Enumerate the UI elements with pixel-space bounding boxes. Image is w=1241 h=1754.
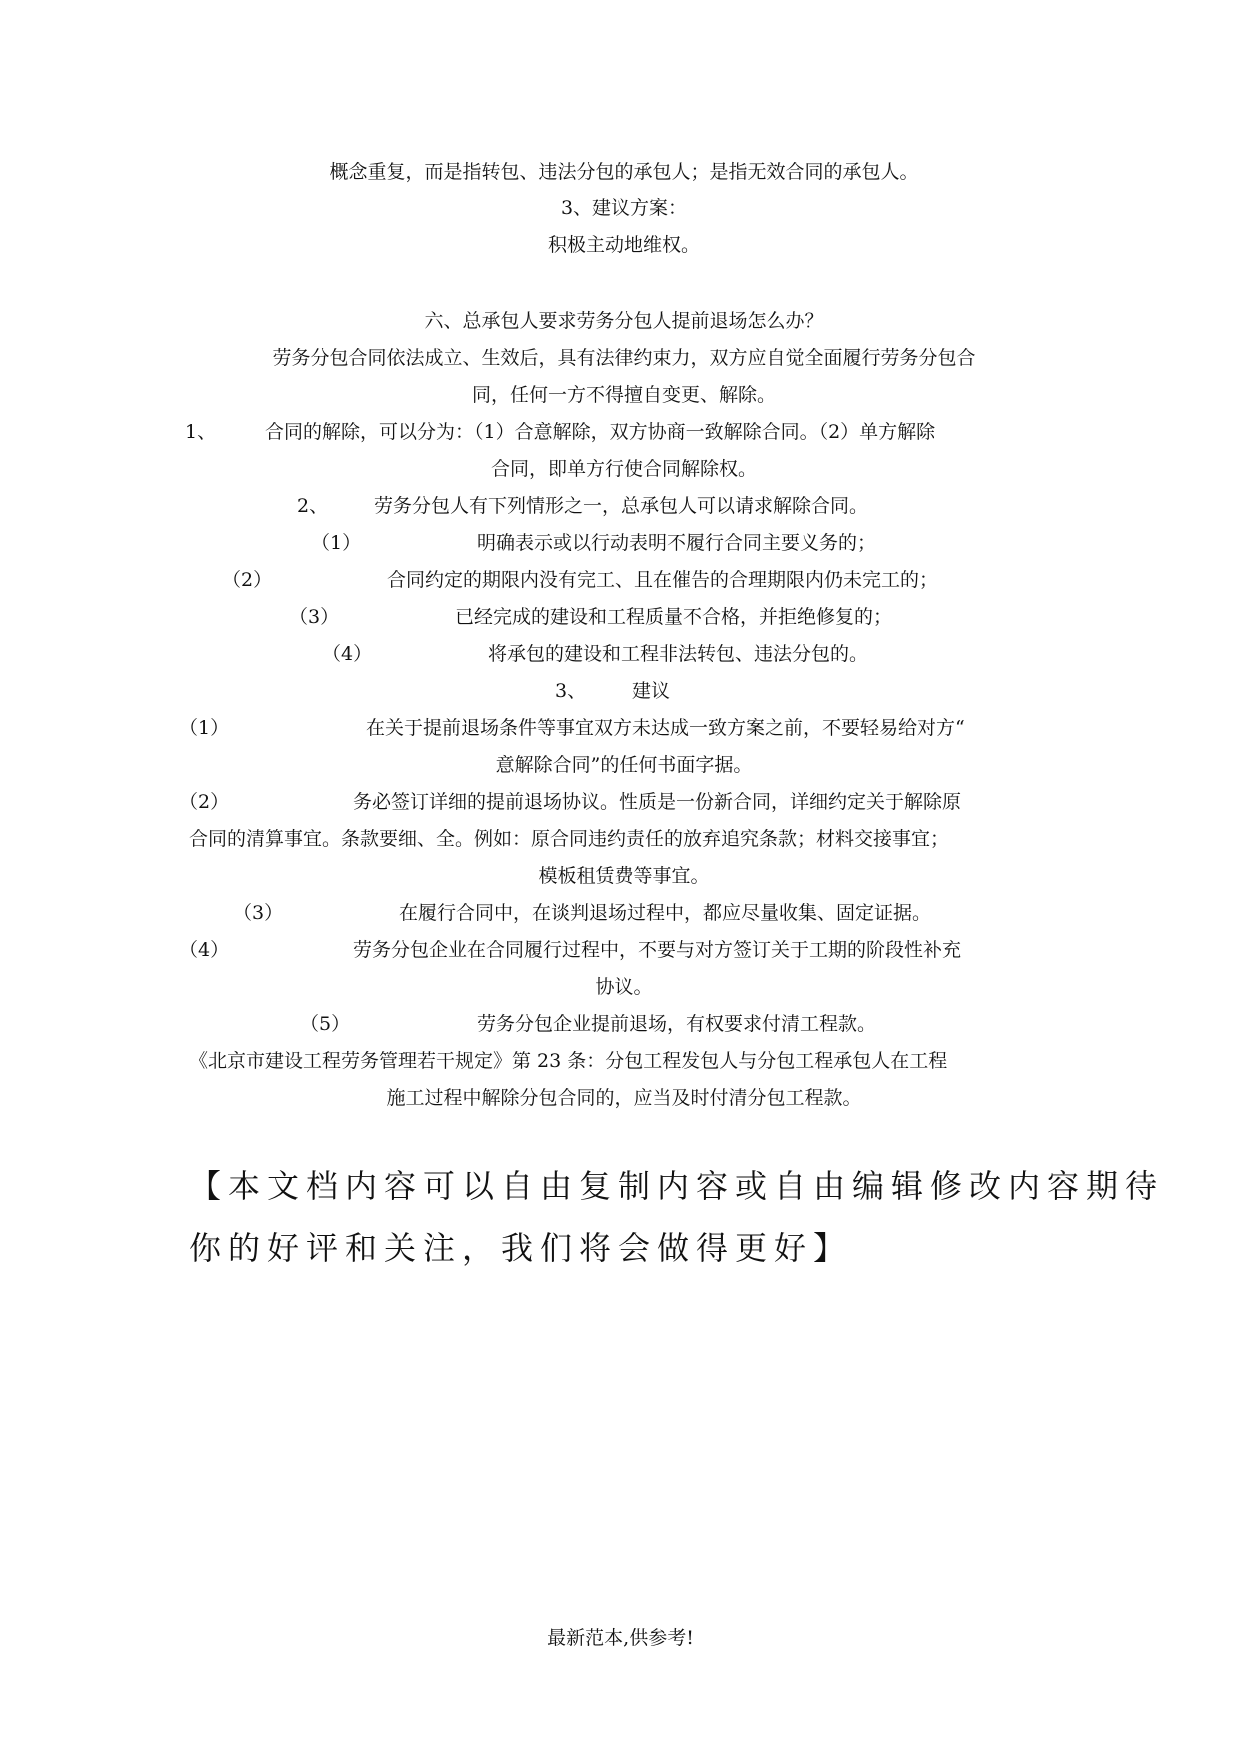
list-number: （2） xyxy=(222,569,273,591)
notice-line: 你的好评和关注，我们将会做得更好】 xyxy=(189,1229,853,1267)
list-text: 建议 xyxy=(632,680,671,702)
paragraph-line: 积极主动地维权。 xyxy=(547,234,700,256)
list-number: 2、 xyxy=(297,495,329,517)
list-text: 劳务分包企业在合同履行过程中，不要与对方签订关于工期的阶段性补充 xyxy=(353,939,962,961)
notice-line: 【本文档内容可以自由复制内容或自由编辑修改内容期待 xyxy=(189,1167,1165,1205)
paragraph-line: 劳务分包合同依法成立、生效后，具有法律约束力，双方应自觉全面履行劳务分包合 xyxy=(272,347,976,369)
list-text: 合同约定的期限内没有完工、且在催告的合理期限内仍未完工的； xyxy=(387,569,939,591)
list-text: 务必签订详细的提前退场协议。性质是一份新合同，详细约定关于解除原 xyxy=(353,791,962,813)
list-number: （1） xyxy=(179,717,230,739)
paragraph-line: 合同的清算事宜。条款要细、全。例如：原合同违约责任的放弃追究条款；材料交接事宜； xyxy=(189,828,950,850)
list-number: （1） xyxy=(311,532,362,554)
paragraph-line: 施工过程中解除分包合同的，应当及时付清分包工程款。 xyxy=(386,1087,862,1109)
list-text: 已经完成的建设和工程质量不合格，并拒绝修复的； xyxy=(455,606,893,628)
list-number: （5） xyxy=(300,1013,351,1035)
list-text: 合同的解除，可以分为：（1）合意解除，双方协商一致解除合同。（2）单方解除 xyxy=(265,421,936,443)
list-text: 明确表示或以行动表明不履行合同主要义务的； xyxy=(477,532,877,554)
list-text: 在关于提前退场条件等事宜双方未达成一致方案之前，不要轻易给对方“ xyxy=(366,717,965,739)
list-text: 劳务分包人有下列情形之一，总承包人可以请求解除合同。 xyxy=(374,495,869,517)
paragraph-line: 模板租赁费等事宜。 xyxy=(538,865,710,887)
subheading-suggestion: 3、建议方案： xyxy=(560,197,688,219)
page-footer: 最新范本,供参考! xyxy=(547,1627,694,1649)
list-number: 3、 xyxy=(555,680,587,702)
section-heading: 六、总承包人要求劳务分包人提前退场怎么办？ xyxy=(424,310,824,332)
regulation-citation: 《北京市建设工程劳务管理若干规定》第 23 条：分包工程发包人与分包工程承包人在工程 xyxy=(189,1050,948,1072)
paragraph-line: 合同，即单方行使合同解除权。 xyxy=(490,458,757,480)
paragraph-line: 意解除合同”的任何书面字据。 xyxy=(495,754,753,776)
paragraph-line: 协议。 xyxy=(595,976,653,998)
list-number: （3） xyxy=(289,606,340,628)
list-number: （2） xyxy=(179,791,230,813)
list-number: （3） xyxy=(233,902,284,924)
list-text: 在履行合同中，在谈判退场过程中，都应尽量收集、固定证据。 xyxy=(399,902,932,924)
list-number: （4） xyxy=(179,939,230,961)
paragraph-line: 同，任何一方不得擅自变更、解除。 xyxy=(471,384,776,406)
list-number: （4） xyxy=(322,643,373,665)
list-text: 将承包的建设和工程非法转包、违法分包的。 xyxy=(488,643,869,665)
list-text: 劳务分包企业提前退场，有权要求付清工程款。 xyxy=(477,1013,877,1035)
list-number: 1、 xyxy=(185,421,217,443)
paragraph-line: 概念重复，而是指转包、违法分包的承包人；是指无效合同的承包人。 xyxy=(329,161,919,183)
